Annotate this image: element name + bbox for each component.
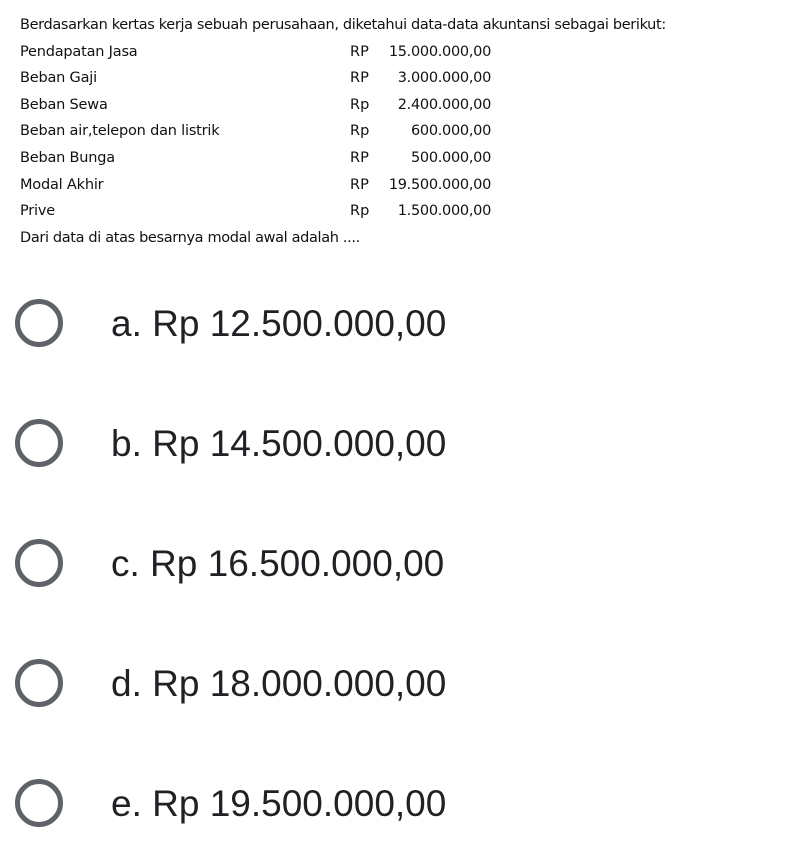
answer-options <box>0 266 800 866</box>
ledger-currency: Rp <box>350 96 370 113</box>
option-b[interactable] <box>0 386 800 506</box>
ledger-label: Beban Bunga <box>20 149 115 166</box>
ledger-currency: RP <box>350 70 369 87</box>
ledger-row <box>20 92 790 119</box>
option-label[interactable]: e. Rp 19.500.000,00 <box>111 783 447 824</box>
question-intro: Berdasarkan kertas kerja sebuah perusahaan, diketahui data-data akuntansi sebagai berikut: <box>20 17 666 33</box>
radio-button-icon[interactable] <box>15 299 63 347</box>
ledger-row <box>20 65 790 92</box>
ledger-amount: 1.500.000,00 <box>397 203 491 220</box>
radio-button-icon[interactable] <box>15 659 63 707</box>
ledger-label: Beban air,telepon dan listrik <box>20 123 220 140</box>
ledger-row <box>20 172 790 199</box>
ledger-currency: RP <box>350 176 369 193</box>
radio-button-icon[interactable] <box>15 419 63 467</box>
ledger-amount: 600.000,00 <box>410 123 491 140</box>
radio-button-icon[interactable] <box>15 779 63 827</box>
ledger-table <box>20 39 790 225</box>
ledger-label: Modal Akhir <box>20 176 104 193</box>
question-prompt: Dari data di atas besarnya modal awal adalah .... <box>20 229 360 246</box>
ledger-label: Pendapatan Jasa <box>20 43 138 60</box>
ledger-row <box>20 198 790 225</box>
ledger-label: Beban Sewa <box>20 96 108 113</box>
ledger-row <box>20 118 790 145</box>
ledger-currency: Rp <box>350 203 370 220</box>
option-label[interactable]: a. Rp 12.500.000,00 <box>111 303 447 344</box>
ledger-currency: Rp <box>350 123 370 140</box>
question-card <box>20 12 790 251</box>
option-label[interactable]: b. Rp 14.500.000,00 <box>111 423 447 464</box>
ledger-label: Prive <box>20 203 55 220</box>
ledger-amount: 3.000.000,00 <box>397 70 491 87</box>
ledger-row <box>20 145 790 172</box>
option-c[interactable] <box>0 506 800 626</box>
ledger-amount: 19.500.000,00 <box>388 176 491 193</box>
ledger-currency: RP <box>350 43 369 60</box>
option-d[interactable] <box>0 626 800 746</box>
ledger-currency: RP <box>350 149 369 166</box>
option-label[interactable]: c. Rp 16.500.000,00 <box>111 543 445 584</box>
ledger-label: Beban Gaji <box>20 70 97 87</box>
option-e[interactable] <box>0 746 800 866</box>
ledger-row <box>20 39 790 66</box>
option-label[interactable]: d. Rp 18.000.000,00 <box>111 663 447 704</box>
ledger-amount: 500.000,00 <box>410 149 491 166</box>
option-a[interactable] <box>0 266 800 386</box>
ledger-amount: 15.000.000,00 <box>388 43 491 60</box>
radio-button-icon[interactable] <box>15 539 63 587</box>
ledger-amount: 2.400.000,00 <box>397 96 491 113</box>
